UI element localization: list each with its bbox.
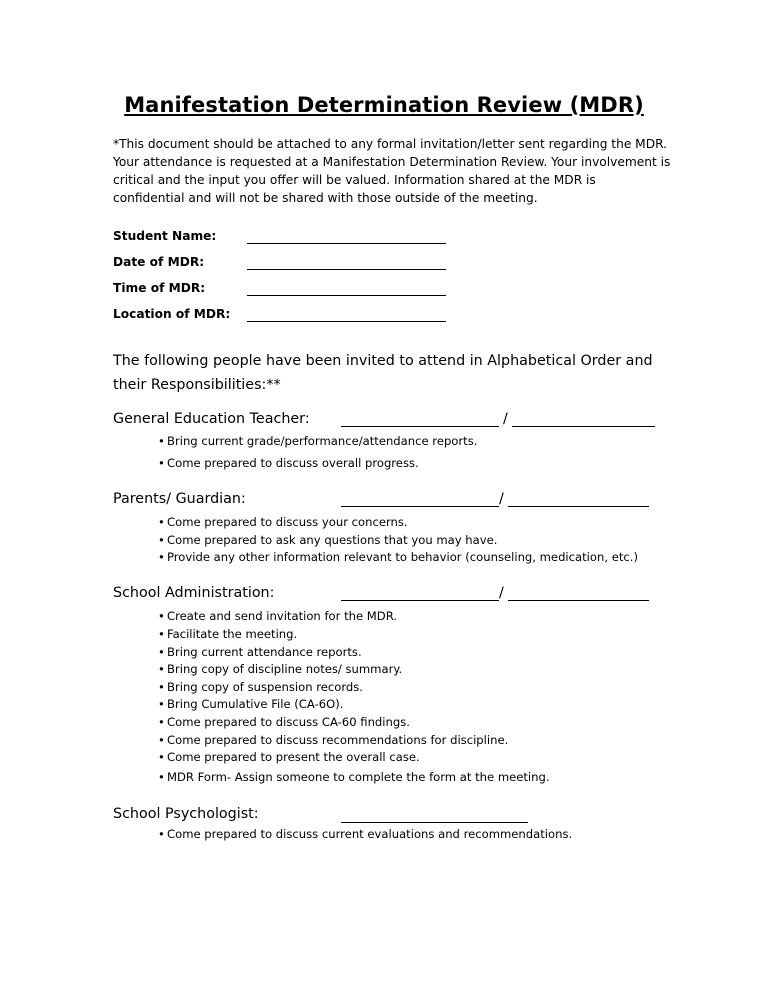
bullet-icon: • bbox=[158, 827, 165, 841]
list-item: • Create and send invitation for the MDR. bbox=[158, 609, 398, 623]
list-item: • Bring copy of suspension records. bbox=[158, 680, 363, 694]
list-item: • Come prepared to discuss current evaluations and recommendations. bbox=[158, 827, 573, 841]
bullet-icon: • bbox=[158, 533, 165, 547]
bullet-icon: • bbox=[158, 750, 165, 764]
list-item: • Bring copy of discipline notes/ summary. bbox=[158, 662, 403, 676]
intro-line: *This document should be attached to any formal invitation/letter sent regarding the MDR. bbox=[113, 137, 667, 151]
intro-line: critical and the input you offer will be valued. Information shared at the MDR is bbox=[113, 173, 596, 187]
bullet-icon: • bbox=[158, 627, 165, 641]
bullet-icon: • bbox=[158, 550, 165, 564]
signature-line[interactable] bbox=[341, 426, 499, 427]
invite-heading-line: The following people have been invited to attend in Alphabetical Order and bbox=[113, 353, 653, 369]
section-heading-parents: Parents/ Guardian: bbox=[113, 491, 246, 507]
fill-in-line[interactable] bbox=[247, 269, 446, 270]
slash-separator: / bbox=[499, 585, 504, 601]
list-item: • Facilitate the meeting. bbox=[158, 627, 298, 641]
bullet-icon: • bbox=[158, 770, 165, 784]
fill-in-line[interactable] bbox=[247, 243, 446, 244]
list-item: • Come prepared to ask any questions that you may have. bbox=[158, 533, 498, 547]
bullet-icon: • bbox=[158, 715, 165, 729]
list-item: • Come prepared to discuss overall progress. bbox=[158, 456, 419, 470]
slash-separator: / bbox=[499, 491, 504, 507]
section-heading-psychologist: School Psychologist: bbox=[113, 806, 259, 822]
bullet-icon: • bbox=[158, 456, 165, 470]
list-item: • Come prepared to discuss CA-60 findings. bbox=[158, 715, 410, 729]
list-item: • Provide any other information relevant to behavior (counseling, medication, etc.) bbox=[158, 550, 638, 564]
fill-in-line[interactable] bbox=[247, 295, 446, 296]
signature-line[interactable] bbox=[341, 506, 499, 507]
slash-separator: / bbox=[503, 411, 508, 427]
invite-heading bbox=[113, 349, 673, 397]
intro-line: Your attendance is requested at a Manifestation Determination Review. Your involvement is bbox=[113, 155, 671, 169]
bullet-icon: • bbox=[158, 733, 165, 747]
bullet-icon: • bbox=[158, 662, 165, 676]
bullet-icon: • bbox=[158, 645, 165, 659]
document-title: Manifestation Determination Review (MDR) bbox=[124, 93, 644, 117]
intro-paragraph bbox=[113, 135, 673, 207]
list-item: • Come prepared to present the overall case. bbox=[158, 750, 420, 764]
invite-heading-line: their Responsibilities:** bbox=[113, 377, 281, 393]
field-label: Date of MDR: bbox=[113, 255, 205, 269]
signature-line[interactable] bbox=[341, 600, 499, 601]
signature-line[interactable] bbox=[341, 822, 528, 823]
list-item: • Bring current attendance reports. bbox=[158, 645, 362, 659]
field-label: Time of MDR: bbox=[113, 281, 206, 295]
signature-line[interactable] bbox=[508, 506, 649, 507]
intro-line: confidential and will not be shared with those outside of the meeting. bbox=[113, 191, 538, 205]
field-label: Location of MDR: bbox=[113, 307, 231, 321]
fill-in-line[interactable] bbox=[247, 321, 446, 322]
section-heading-teacher: General Education Teacher: bbox=[113, 411, 310, 427]
list-item: • Bring current grade/performance/attendance reports. bbox=[158, 434, 478, 448]
bullet-icon: • bbox=[158, 434, 165, 448]
bullet-icon: • bbox=[158, 680, 165, 694]
bullet-icon: • bbox=[158, 515, 165, 529]
list-item: • Bring Cumulative File (CA-6O). bbox=[158, 697, 344, 711]
field-label: Student Name: bbox=[113, 229, 217, 243]
list-item: • Come prepared to discuss your concerns. bbox=[158, 515, 408, 529]
section-heading-administration: School Administration: bbox=[113, 585, 275, 601]
list-item: • Come prepared to discuss recommendations for discipline. bbox=[158, 733, 509, 747]
list-item: • MDR Form- Assign someone to complete the form at the meeting. bbox=[158, 770, 550, 784]
bullet-icon: • bbox=[158, 697, 165, 711]
bullet-icon: • bbox=[158, 609, 165, 623]
signature-line[interactable] bbox=[512, 426, 655, 427]
signature-line[interactable] bbox=[508, 600, 649, 601]
